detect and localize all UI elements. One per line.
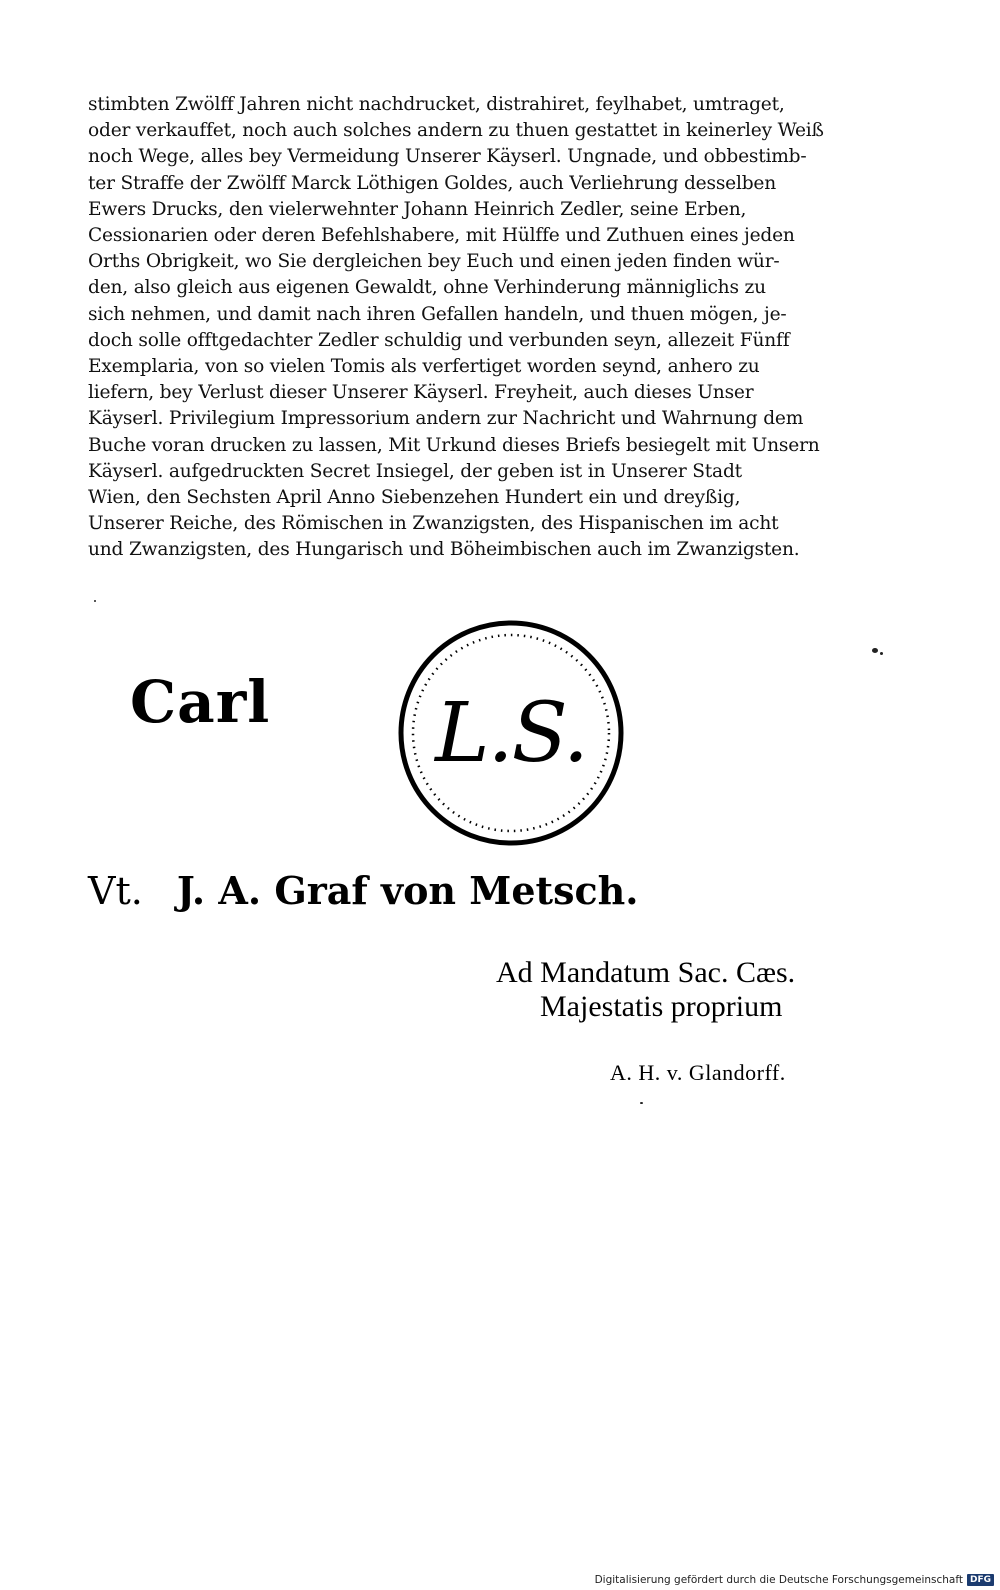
text-line: Käyserl. Privilegium Impressorium andern zur Nachricht und Wahrnung dem	[88, 408, 804, 430]
dfg-logo-icon: DFG	[967, 1574, 994, 1586]
mandate-line: Majestatis proprium	[540, 990, 783, 1023]
text-line: Käyserl. aufgedruckten Secret Insiegel, der geben ist in Unserer Stadt	[88, 460, 742, 482]
vt-label: Vt.	[88, 869, 143, 913]
text-line: doch solle offtgedachter Zedler schuldig und verbunden seyn, allezeit Fünff	[88, 329, 790, 351]
digitization-footer	[595, 1574, 994, 1586]
footer-credit: Digitalisierung gefördert durch die Deutsche Forschungsgemeinschaft	[594, 1574, 963, 1586]
ink-speck	[880, 652, 883, 655]
text-line: Cessionarien oder deren Befehlshabere, mit Hülffe und Zuthuen eines jeden	[88, 225, 795, 247]
seal-text: L.S.	[435, 685, 587, 781]
text-line: ter Straffe der Zwölff Marck Löthigen Goldes, auch Verliehrung desselben	[88, 172, 777, 194]
countersignature-line	[88, 868, 638, 913]
ink-speck	[872, 648, 878, 653]
text-line: stimbten Zwölff Jahren nicht nachdrucket, distrahiret, feylhabet, umtraget,	[88, 94, 785, 115]
text-line: Exemplaria, von so vielen Tomis als verfertiget worden seynd, anhero zu	[88, 356, 760, 378]
mandate-line: Ad Mandatum Sac. Cæs.	[496, 956, 796, 989]
text-line: Ewers Drucks, den vielerwehnter Johann Heinrich Zedler, seine Erben,	[88, 198, 747, 220]
text-line: liefern, bey Verlust dieser Unserer Käyserl. Freyheit, auch dieses Unser	[88, 382, 754, 404]
text-line: sich nehmen, und damit nach ihren Gefallen handeln, und thuen mögen, je-	[88, 303, 787, 325]
secretary-signature: A. H. v. Glandorff.	[610, 1060, 786, 1085]
text-line: Unserer Reiche, des Römischen in Zwanzigsten, des Hispanischen im acht	[88, 513, 779, 535]
privilege-text	[88, 92, 858, 564]
mandate-block	[496, 956, 826, 1024]
countersigner-name: J. A. Graf von Metsch.	[176, 868, 639, 913]
text-line: noch Wege, alles bey Vermeidung Unserer Käyserl. Ungnade, und obbestimb-	[88, 146, 807, 168]
text-line: Buche voran drucken zu lassen, Mit Urkund dieses Briefs besiegelt mit Unsern	[88, 434, 820, 456]
text-line: und Zwanzigsten, des Hungarisch und Böheimbischen auch im Zwanzigsten.	[88, 539, 800, 561]
text-line: Wien, den Sechsten April Anno Siebenzehen Hundert ein und dreyßig,	[88, 487, 741, 509]
text-line: den, also gleich aus eigenen Gewaldt, ohne Verhinderung männiglichs zu	[88, 277, 766, 299]
seal	[396, 618, 626, 848]
imperial-signature: Carl	[130, 668, 271, 736]
text-line: Orths Obrigkeit, wo Sie dergleichen bey Euch und einen jeden finden wür-	[88, 251, 780, 273]
ink-speck	[94, 600, 96, 602]
ink-speck	[640, 1102, 643, 1104]
text-line: oder verkauffet, noch auch solches andern zu thuen gestattet in keinerley Weiß	[88, 120, 824, 142]
